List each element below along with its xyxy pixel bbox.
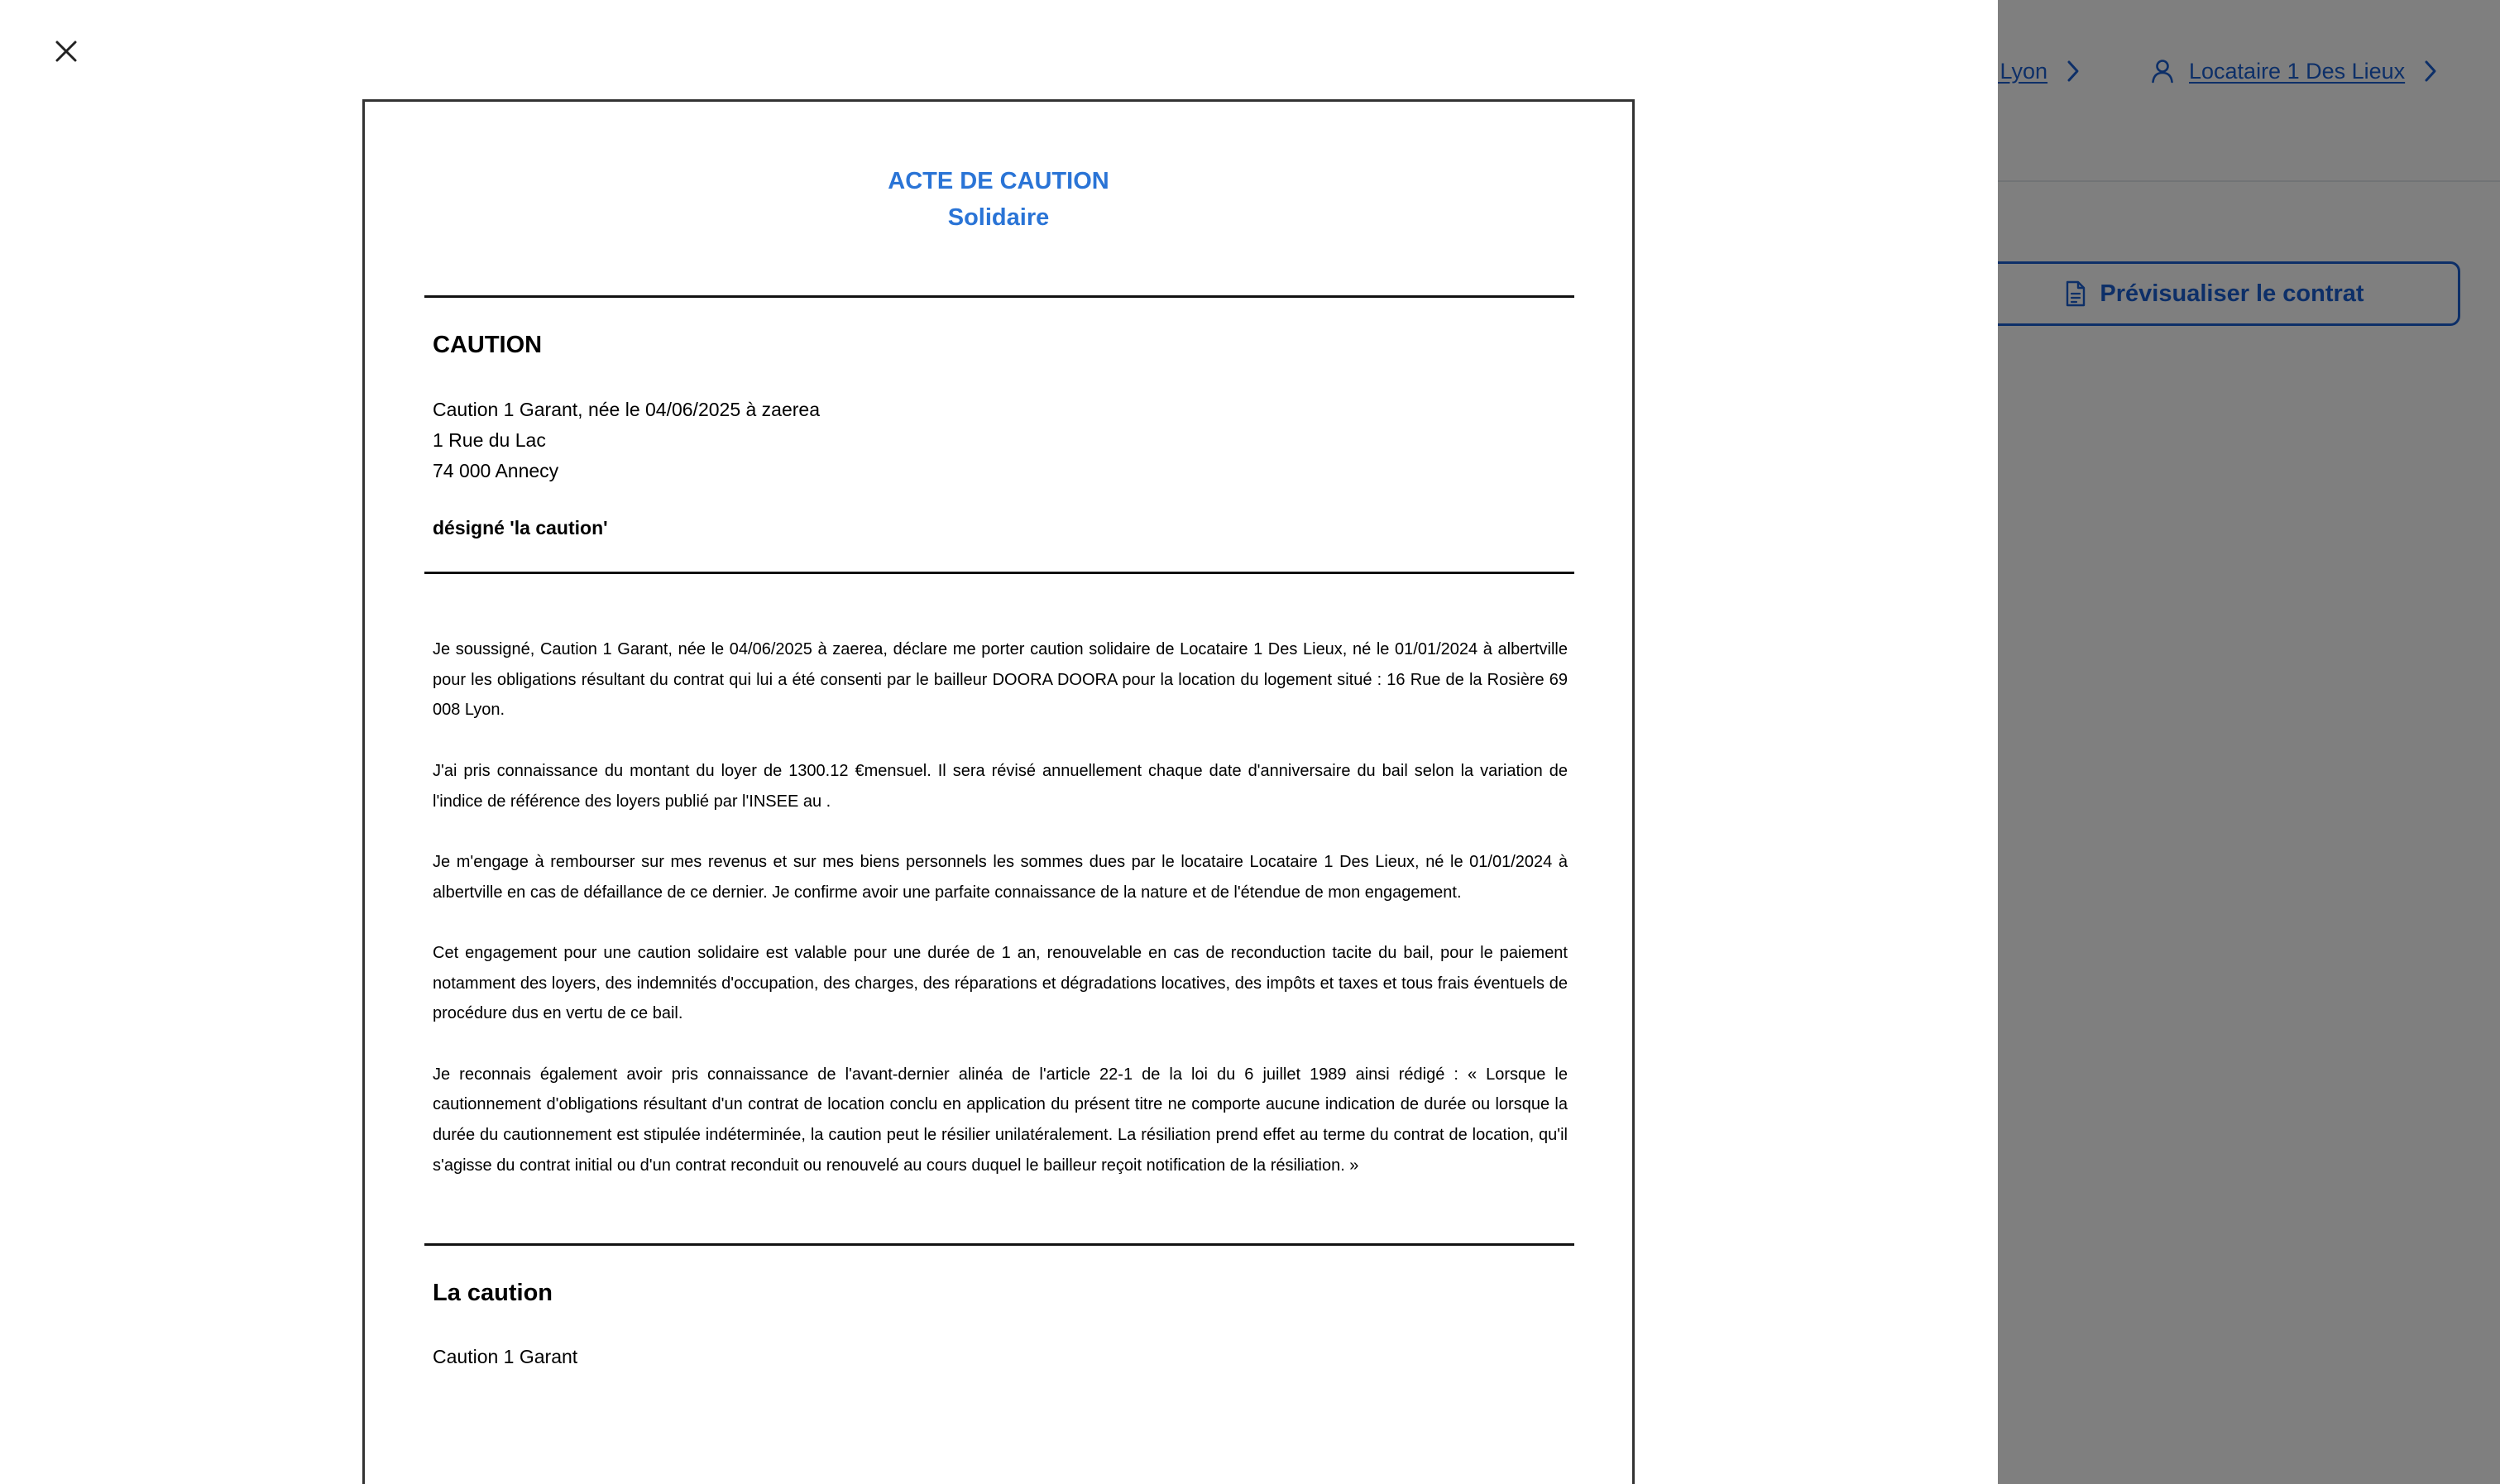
document-page [362,99,1635,1484]
guarantor-address [433,395,820,486]
close-button[interactable] [48,33,84,69]
divider [424,295,1574,298]
contract-body [433,634,1568,1211]
signer-name: Caution 1 Garant [433,1346,578,1367]
address-line: Caution 1 Garant, née le 04/06/2025 à zaerea [433,399,821,420]
designation-text: désigné 'la caution' [433,517,608,539]
contract-paragraph: Je soussigné, Caution 1 Garant, née le 04/06/2025 à zaerea, déclare me porter caution solidaire de Locataire 1 Des Lieux, né le 01/01/2024 à albertville pour les obligations résultant du contrat qui lui a été consenti par le bailleur DOORA DOORA pour la location du logement situé : 16 Rue de la Rosière 69 008 Lyon. [433,640,1568,720]
caution-heading: CAUTION [433,332,543,358]
close-icon [54,39,79,64]
contract-paragraph: J'ai pris connaissance du montant du loyer de 1300.12 €mensuel. Il sera révisé annuellement chaque date d'anniversaire du bail selon la variation de l'indice de référence des loyers publié par l'INSEE au . [433,761,1568,811]
address-line: 1 Rue du Lac [433,429,546,451]
signature-heading: La caution [433,1280,553,1306]
divider [424,572,1574,574]
contract-paragraph: Je reconnais également avoir pris connaissance de l'avant-dernier alinéa de l'article 22-1 de la loi du 6 juillet 1989 ainsi rédigé : « Lorsque le cautionnement d'obligations résultant d'un contrat de location conclu en application du présent titre ne comporte aucune indication de durée ou lorsque la durée du cautionnement est stipulée indéterminée, la caution peut le résilier unilatéralement. La résiliation prend effet au terme du contrat de location, qu'il s'agisse du contrat initial ou d'un contrat reconduit ou renouvelé au cours duquel le bailleur reçoit notification de la résiliation. » [433,1065,1568,1175]
divider [424,1243,1574,1246]
contract-paragraph: Je m'engage à rembourser sur mes revenus et sur mes biens personnels les sommes dues par le locataire Locataire 1 Des Lieux, né le 01/01/2024 à albertville en cas de défaillance de ce dernier. Je confirme avoir une parfaite connaissance de la nature et de l'étendue de mon engagement. [433,852,1568,902]
document-title: ACTE DE CAUTION [888,168,1109,194]
document-subtitle: Solidaire [947,204,1050,231]
contract-paragraph: Cet engagement pour une caution solidaire est valable pour une durée de 1 an, renouvelable en cas de reconduction tacite du bail, pour le paiement notamment des loyers, des indemnités d'occupation, des charges, des réparations et dégradations locatives, des impôts et taxes et tous frais éventuels de procédure dus en vertu de ce bail. [433,943,1568,1023]
address-line: 74 000 Annecy [433,460,559,481]
